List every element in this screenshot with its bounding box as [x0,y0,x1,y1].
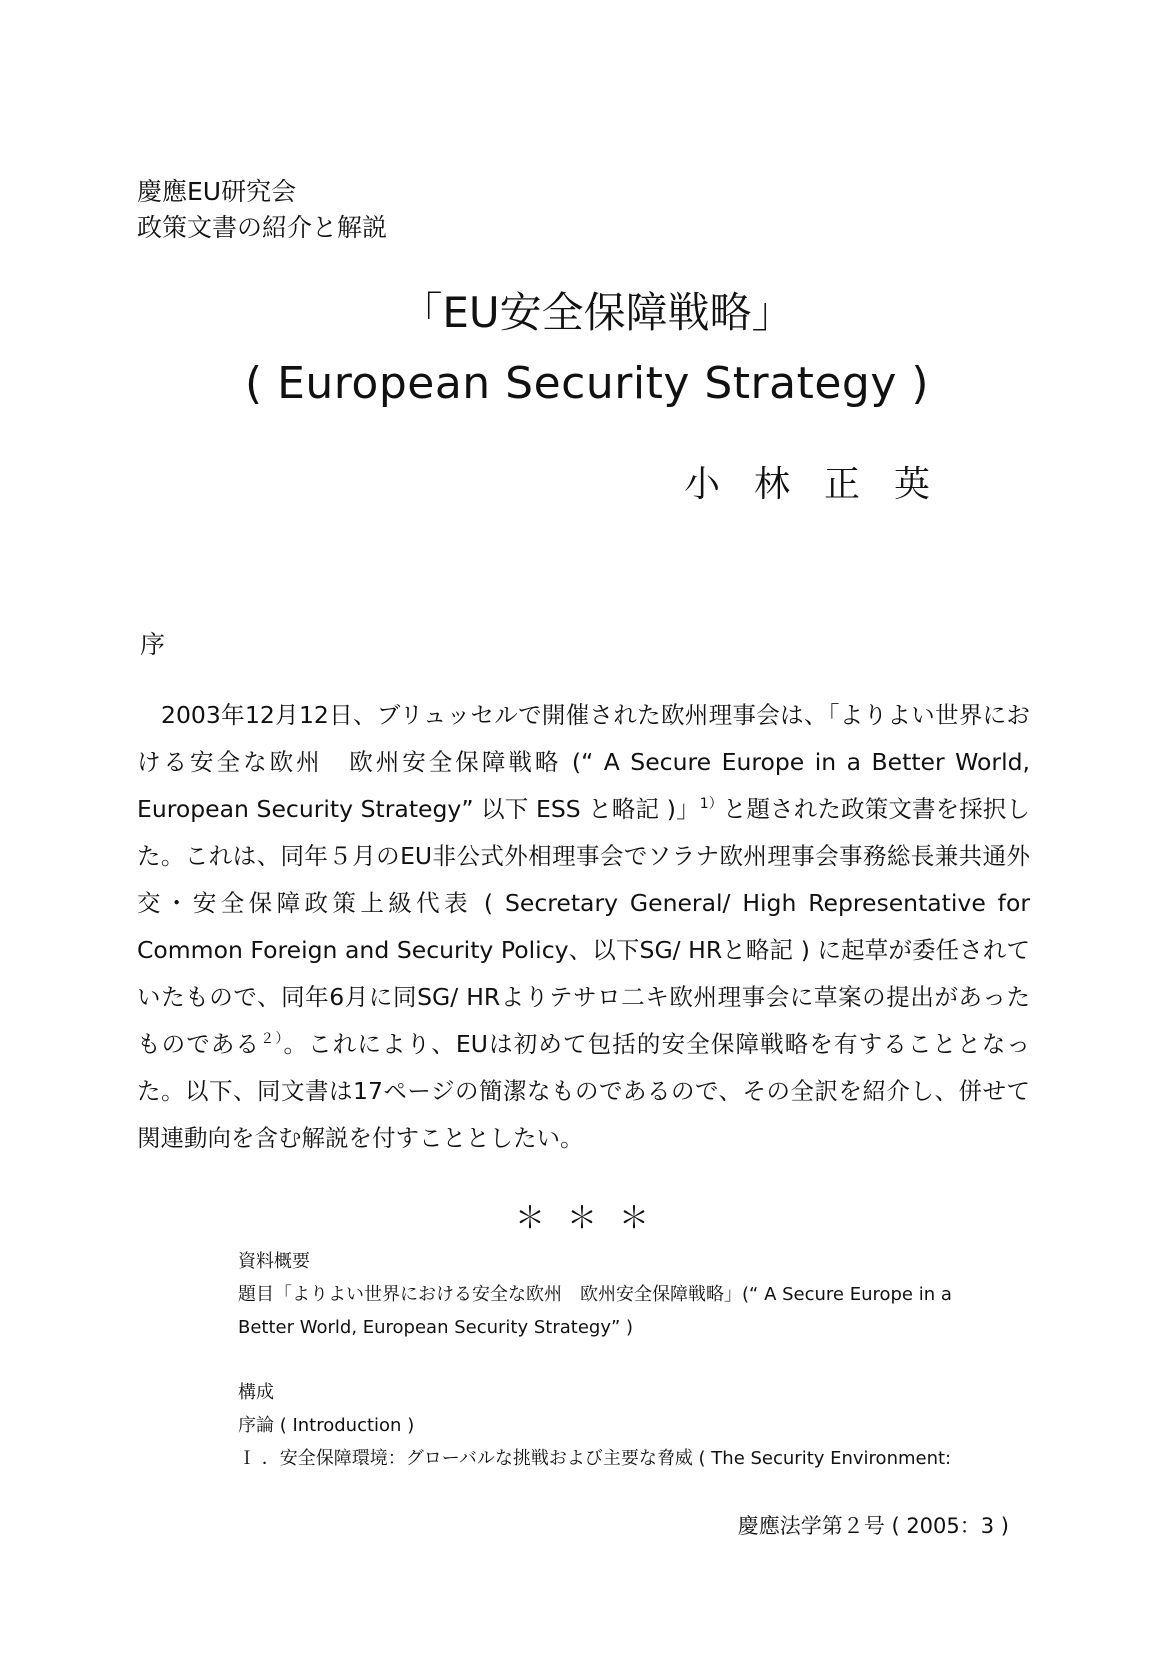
structure-heading: 構成 [238,1382,274,1403]
header-line-1: 慶應EU研究会 [137,177,297,206]
summary-spacer [238,1344,1008,1376]
section-divider: ＊＊＊ [515,1201,671,1236]
summary-heading: 資料概要 [238,1251,310,1272]
author-name: 小林正英 [683,464,964,505]
intro-text-2: と題された政策文書を採択した。これは、同年５月のEU非公式外相理事会でソラナ欧州理事会事務総長兼共通外交・安全保障政策上級代表 ( Secretary General/ High Representative for Common Foreign and Security Policy、以下SG/ HRと略記 ) に起草が委任されていたもので、同年6月に同SG/ HRよりテサロ二キ欧州理事会に草案の提出があったものである [137,795,1030,1058]
structure-item-1: Ｉ ．安全保障環境：グローバルな挑戦および主要な脅威 ( The Security Environment: [238,1448,952,1469]
intro-paragraph [137,692,1030,1162]
footnote-ref-1: 1） [699,796,723,813]
page-footer: 慶應法学第２号 ( 2005：3 ) [737,1514,1009,1538]
title-japanese: 「EU安全保障戦略」 [400,288,794,337]
section-heading: 序 [140,630,166,659]
header-line-2: 政策文書の紹介と解説 [137,213,388,242]
document-summary [238,1245,1008,1475]
summary-title-line: 題目「よりよい世界における安全な欧州 欧州安全保障戦略」(“ A Secure Europe in a Better World, European Security Strategy” ) [238,1284,952,1338]
intro-text-3: 。これにより、EUは初めて包括的安全保障戦略を有することとなった。以下、同文書は17ページの簡潔なものであるので、その全訳を紹介し、併せて関連動向を含む解説を付すこととしたい。 [137,1030,1030,1152]
title-english: ( European Security Strategy ) [244,358,930,409]
structure-item-intro: 序論 ( Introduction ) [238,1415,415,1436]
intro-text-1: 2003年12月12日、ブリュッセルで開催された欧州理事会は、「よりよい世界における安全な欧州 欧州安全保障戦略 (“ A Secure Europe in a Better World, European Security Strategy” 以下 ESS と略記 )」 [137,701,1030,823]
header [137,174,387,246]
footnote-ref-2: ２） [260,1031,284,1048]
